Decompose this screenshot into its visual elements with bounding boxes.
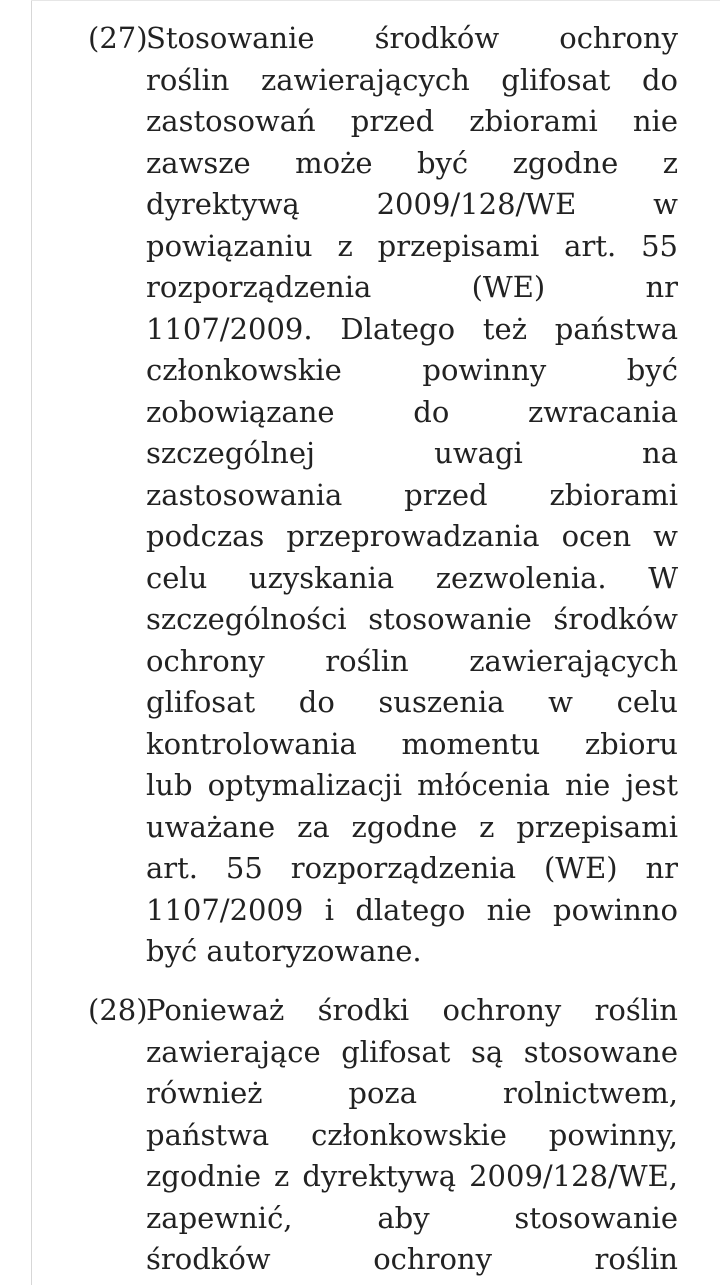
text-line: 1107/2009 i dlatego nie powinno (146, 892, 678, 927)
text-line: zastosowań przed zbiorami nie (146, 104, 678, 138)
text-line: kontrolowania momentu zbioru (146, 726, 678, 761)
text-line: Stosowanie środków ochrony (146, 21, 678, 55)
text-line: również poza rolnictwem, (146, 1076, 678, 1110)
text-line: lub optymalizacji młócenia nie jest (146, 768, 678, 802)
text-line: członkowskie powinny być (146, 353, 678, 387)
recital-28 (88, 990, 678, 1281)
text-line: państwa członkowskie powinny, (146, 1117, 678, 1152)
text-line: celu uzyskania zezwolenia. W (146, 560, 678, 595)
text-line: roślin zawierających glifosat do (146, 62, 678, 97)
text-line: powiązaniu z przepisami art. 55 (146, 228, 678, 263)
text-line: szczególności stosowanie środków (146, 602, 678, 636)
text-line: Ponieważ środki ochrony roślin (146, 993, 678, 1027)
text-line: zastosowania przed zbiorami (146, 477, 678, 512)
recital-number: (27) (88, 21, 148, 55)
top-border-rule (31, 0, 720, 1)
text-line: dyrektywą 2009/128/WE w (146, 187, 678, 221)
left-margin-rule (31, 0, 32, 1285)
text-line: zapewnić, aby stosowanie (146, 1200, 678, 1235)
text-line: zawsze może być zgodne z (146, 145, 678, 180)
text-line: szczególnej uwagi na (146, 436, 678, 470)
recital-text (146, 18, 678, 973)
text-line: 1107/2009. Dlatego też państwa (146, 311, 678, 346)
text-line: środków ochrony roślin (146, 1242, 678, 1276)
text-line: uważane za zgodne z przepisami (146, 809, 678, 844)
recital-number: (28) (88, 993, 148, 1027)
text-line: zgodnie z dyrektywą 2009/128/WE, (146, 1159, 678, 1193)
text-line: zawierające glifosat są stosowane (146, 1034, 678, 1069)
text-line: art. 55 rozporządzenia (WE) nr (146, 851, 678, 885)
recital-27 (88, 18, 678, 973)
text-line: ochrony roślin zawierających (146, 643, 678, 678)
recital-text (146, 990, 678, 1281)
text-line: zobowiązane do zwracania (146, 394, 678, 429)
text-line: glifosat do suszenia w celu (146, 685, 678, 719)
text-line: podczas przeprowadzania ocen w (146, 519, 678, 553)
text-line: być autoryzowane. (146, 934, 422, 968)
text-line: rozporządzenia (WE) nr (146, 270, 678, 304)
